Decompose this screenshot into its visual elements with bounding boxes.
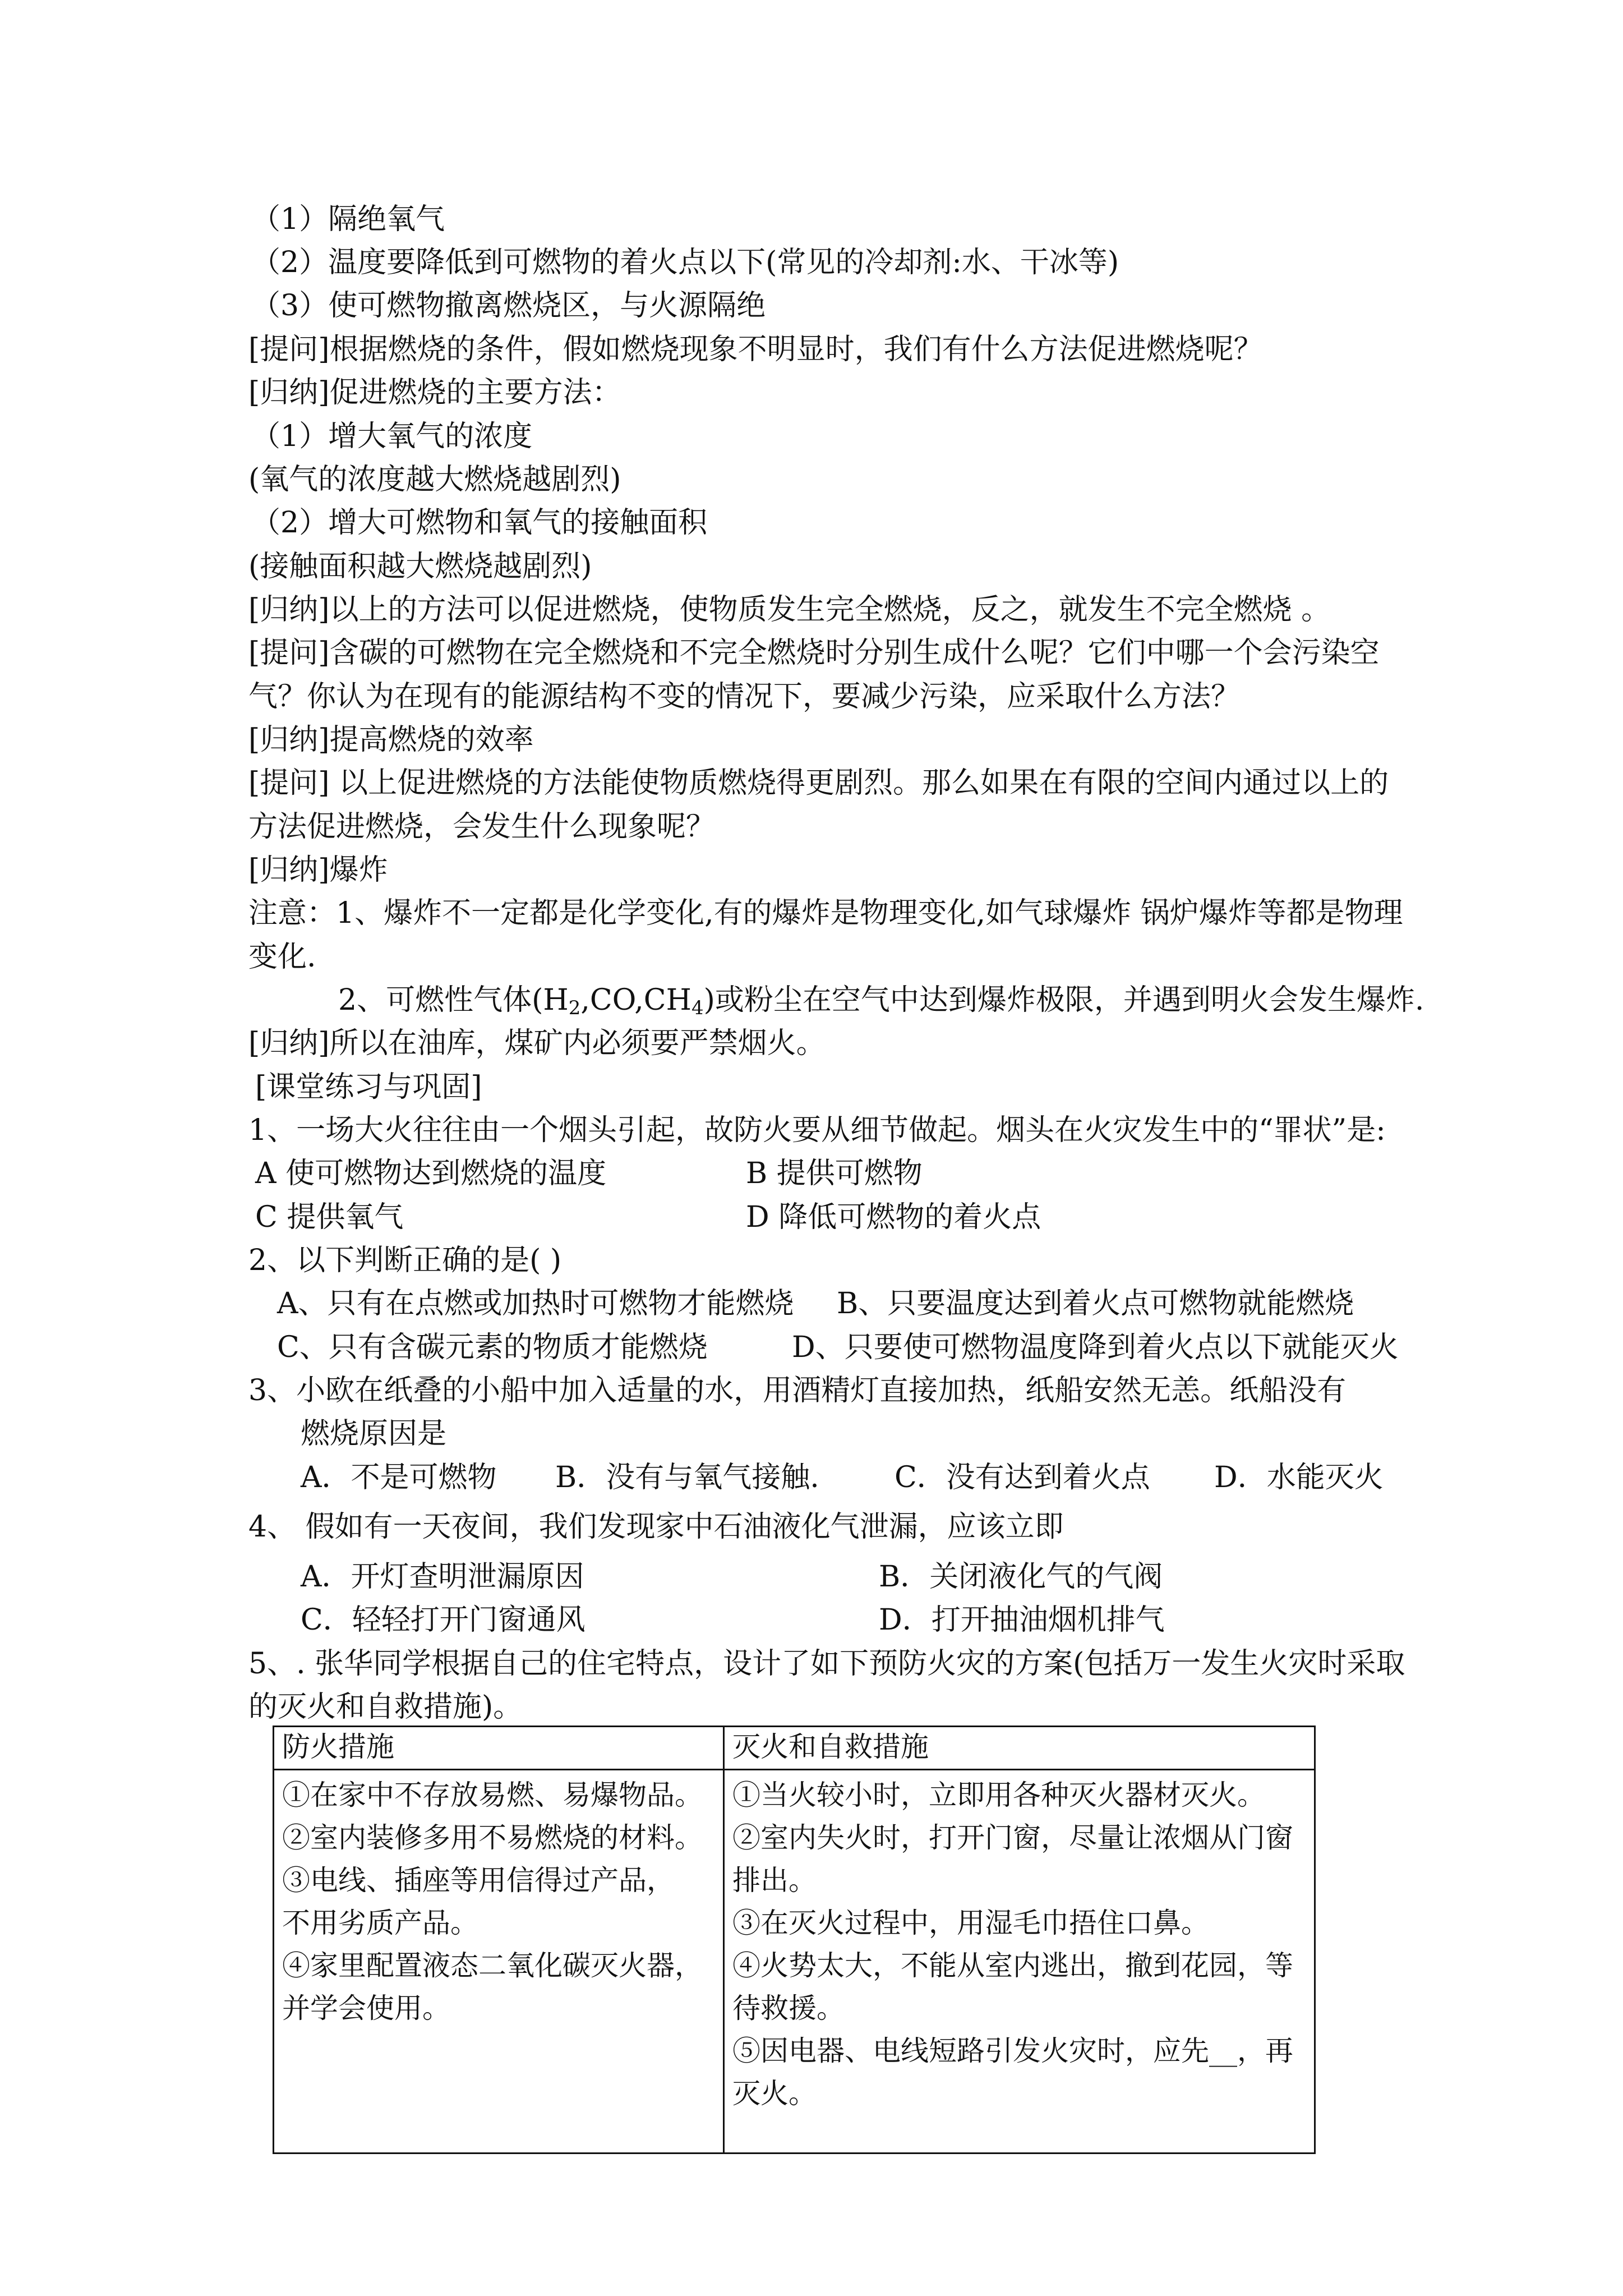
text-line: 2、可燃性气体$(H_2,CO,CH_4)$或粉尘在空气中达到爆炸极限，并遇到明火会发生爆炸. <box>338 983 1424 1019</box>
table-cell-line: 排出。 <box>732 1864 817 1897</box>
option: A．开灯查明泄漏原因 <box>301 1560 584 1594</box>
text-line: [归纳]提高燃烧的效率 <box>248 723 534 757</box>
text-line: [归纳]促进燃烧的主要方法： <box>248 376 621 409</box>
text-line: 的灭火和自救措施)。 <box>248 1690 523 1724</box>
text-line: 方法促进燃烧，会发生什么现象呢？ <box>248 810 716 844</box>
question-3: 3、小欧在纸叠的小船中加入适量的水，用酒精灯直接加热，纸船安然无恙。纸船没有 <box>248 1374 1347 1407</box>
question-2: 2、以下判断正确的是( ) <box>248 1244 562 1277</box>
text-line: [归纳]所以在油库，煤矿内必须要严禁烟火。 <box>248 1027 826 1060</box>
text-line: （2）温度要降低到可燃物的着火点以下(常见的冷却剂:水、干冰等) <box>251 246 1119 279</box>
table-cell-line: ④家里配置液态二氧化碳灭火器， <box>282 1949 703 1982</box>
table-cell-line: ③在灭火过程中，用湿毛巾捂住口鼻。 <box>732 1907 1209 1939</box>
question-5: 5、. 张华同学根据自己的住宅特点，设计了如下预防火灾的方案(包括万一发生火灾时采取 <box>248 1647 1405 1681</box>
text-line: [提问]根据燃烧的条件，假如燃烧现象不明显时，我们有什么方法促进燃烧呢？ <box>248 333 1263 366</box>
text-line: [归纳]以上的方法可以促进燃烧，使物质发生完全燃烧，反之，就发生不完全燃烧 。 <box>248 593 1331 627</box>
text-line: (接触面积越大燃烧越剧烈) <box>248 550 592 583</box>
text-line: (氧气的浓度越大燃烧越剧烈) <box>248 463 621 496</box>
table-cell-line: 并学会使用。 <box>282 1992 450 2024</box>
option: A 使可燃物达到燃烧的温度 <box>255 1157 607 1190</box>
table-cell-line: 灭火。 <box>732 2077 817 2110</box>
section-heading: [课堂练习与巩固] <box>255 1070 482 1104</box>
text-line: 气？你认为在现有的能源结构不变的情况下，要减少污染，应采取什么方法？ <box>248 680 1241 714</box>
table-header-cell: 灭火和自救措施 <box>724 1727 1315 1770</box>
question-1: 1、一场大火往往由一个烟头引起，故防火要从细节做起。烟头在火灾发生中的“罪状”是: <box>248 1114 1386 1147</box>
option: D、只要使可燃物温度降到着火点以下就能灭火 <box>792 1331 1399 1364</box>
table-cell-prevention <box>274 1770 724 2154</box>
table-cell-line: ②室内失火时，打开门窗，尽量让浓烟从门窗 <box>732 1821 1293 1854</box>
option: D．打开抽油烟机排气 <box>879 1603 1165 1637</box>
text-line: （1）增大氧气的浓度 <box>251 420 533 453</box>
fire-measures-table <box>273 1726 1316 2154</box>
table-header-row <box>274 1727 1315 1770</box>
option: C．没有达到着火点 <box>895 1461 1150 1494</box>
option: B．没有与氧气接触. <box>555 1461 819 1494</box>
table-cell-line: ④火势太大，不能从室内逃出，撤到花园，等 <box>732 1949 1293 1982</box>
option: A、只有在点燃或加热时可燃物才能燃烧 <box>277 1287 794 1320</box>
question-4: 4、 假如有一天夜间，我们发现家中石油液化气泄漏，应该立即 <box>248 1510 1064 1544</box>
option: B．关闭液化气的气阀 <box>879 1560 1163 1594</box>
option: B、只要温度达到着火点可燃物就能燃烧 <box>837 1287 1354 1320</box>
table-row <box>274 1770 1315 2154</box>
table-cell-rescue <box>724 1770 1315 2154</box>
text-line: 注意：1、爆炸不一定都是化学变化,有的爆炸是物理变化,如气球爆炸 锅炉爆炸等都是物理 <box>248 896 1403 930</box>
table-cell-line: ③电线、插座等用信得过产品， <box>282 1864 675 1897</box>
table-header-cell: 防火措施 <box>274 1727 724 1770</box>
table-cell-line: 待救援。 <box>732 1992 845 2024</box>
option: D 降低可燃物的着火点 <box>746 1200 1041 1234</box>
text-line: [提问]含碳的可燃物在完全燃烧和不完全燃烧时分别生成什么呢？它们中哪一个会污染空 <box>248 636 1380 670</box>
text-line: [归纳]爆炸 <box>248 853 388 887</box>
text-line: 变化. <box>248 940 316 974</box>
table-cell-line: ①当火较小时，立即用各种灭火器材灭火。 <box>732 1779 1265 1811</box>
table-cell-line: ①在家中不存放易燃、易爆物品。 <box>282 1779 703 1811</box>
text-line: 燃烧原因是 <box>301 1417 447 1451</box>
option: C、只有含碳元素的物质才能燃烧 <box>277 1331 708 1364</box>
table-cell-line: 不用劣质产品。 <box>282 1907 478 1939</box>
text-line: （3）使可燃物撤离燃烧区，与火源隔绝 <box>251 289 766 323</box>
option: B 提供可燃物 <box>746 1157 923 1190</box>
text-line: [提问] 以上促进燃烧的方法能使物质燃烧得更剧烈。那么如果在有限的空间内通过以上的 <box>248 766 1389 800</box>
option: C．轻轻打开门窗通风 <box>301 1603 585 1637</box>
table-cell-line: ⑤因电器、电线短路引发火灾时，应先__，再 <box>732 2035 1293 2067</box>
text-line: （2）增大可燃物和氧气的接触面积 <box>251 506 708 540</box>
option: D．水能灭火 <box>1214 1461 1384 1494</box>
text-line: （1）隔绝氧气 <box>251 203 445 236</box>
option: A．不是可燃物 <box>301 1461 497 1494</box>
option: C 提供氧气 <box>255 1200 404 1234</box>
table-cell-line: ②室内装修多用不易燃烧的材料。 <box>282 1821 703 1854</box>
